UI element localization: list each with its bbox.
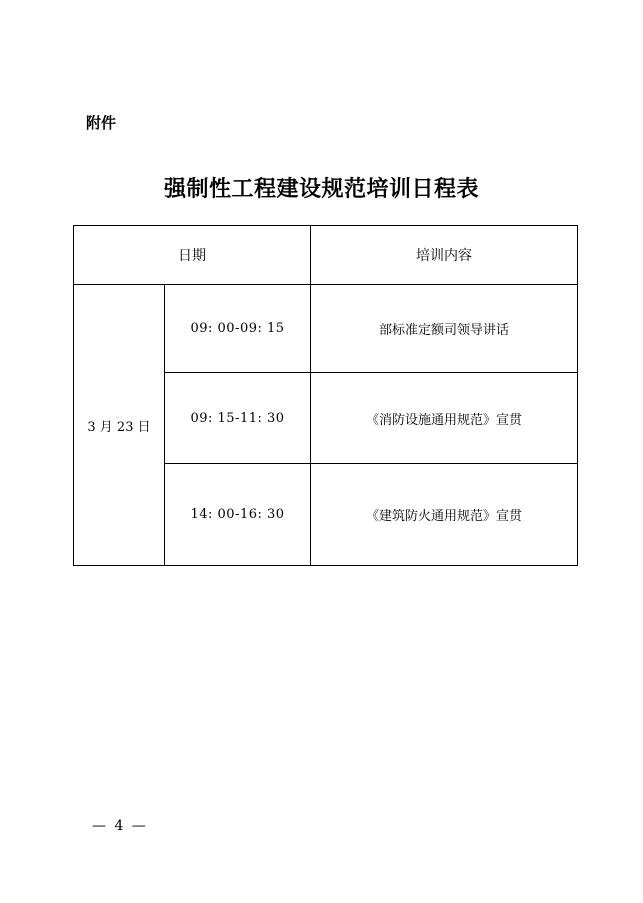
header-content: 培训内容 (311, 226, 578, 285)
header-date: 日期 (74, 226, 311, 285)
date-cell: 3 月 23 日 (74, 285, 165, 566)
table-row (74, 285, 578, 373)
attachment-label: 附件 (86, 114, 117, 132)
time-cell: 09: 00-09: 15 (165, 285, 311, 373)
page-number: — 4 — (92, 818, 148, 834)
time-cell: 14: 00-16: 30 (165, 464, 311, 566)
document-title: 强制性工程建设规范培训日程表 (163, 176, 479, 202)
time-cell: 09: 15-11: 30 (165, 373, 311, 464)
content-cell: 部标准定额司领导讲话 (311, 285, 578, 373)
content-cell: 《建筑防火通用规范》宣贯 (311, 464, 578, 566)
content-cell: 《消防设施通用规范》宣贯 (311, 373, 578, 464)
schedule-table (73, 225, 578, 566)
table-header-row (74, 226, 578, 285)
